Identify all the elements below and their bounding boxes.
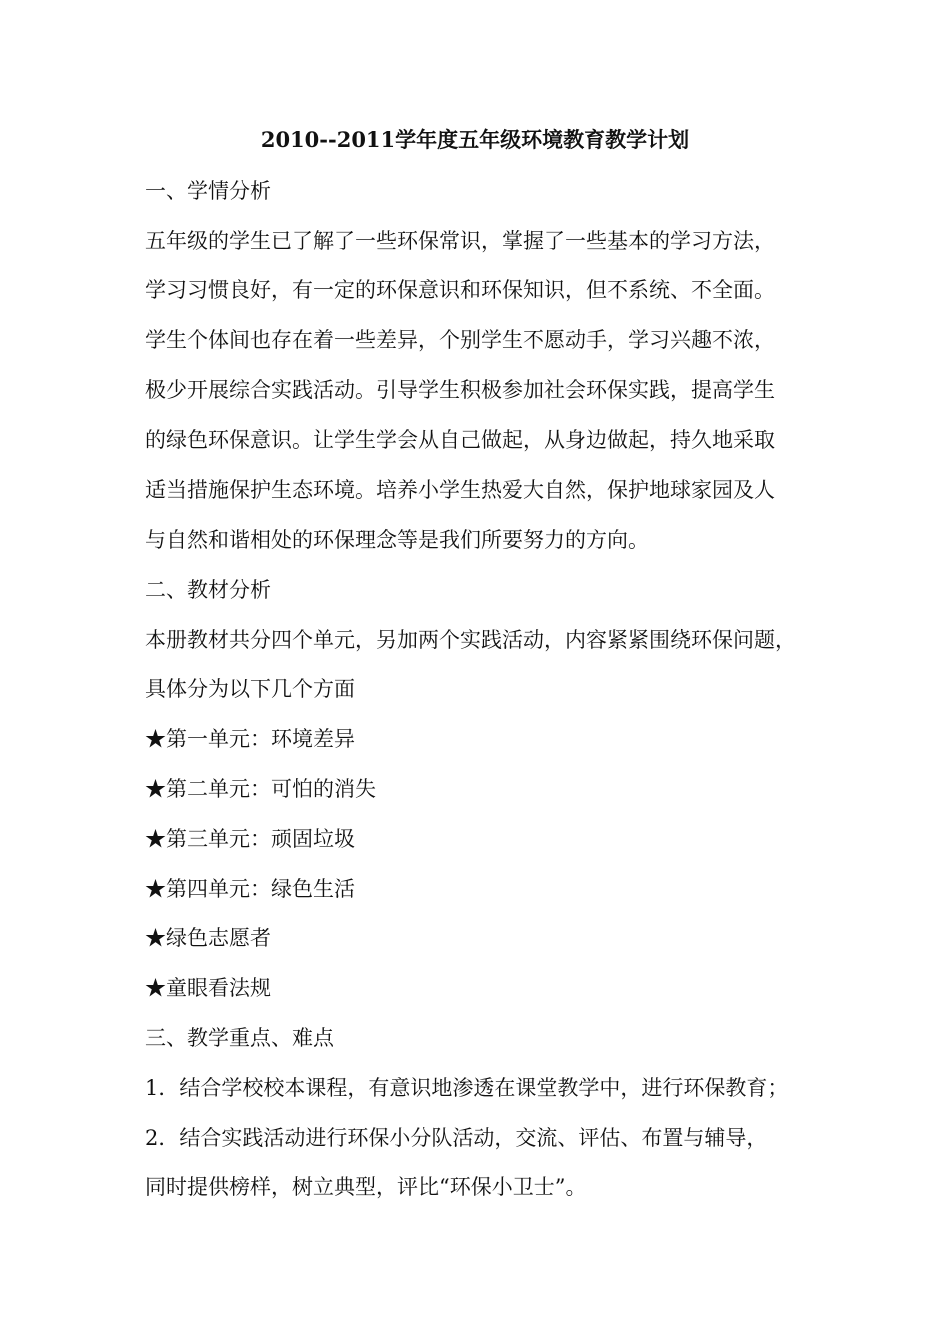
unit-list-item: ★第三单元：顽固垃圾 (145, 827, 355, 851)
paragraph-line: 2．结合实践活动进行环保小分队活动，交流、评估、布置与辅导， (145, 1126, 768, 1150)
paragraph-line: 1．结合学校校本课程，有意识地渗透在课堂教学中，进行环保教育； (145, 1076, 789, 1100)
paragraph-line: 同时提供榜样，树立典型，评比“环保小卫士”。 (145, 1175, 587, 1199)
paragraph-line: 五年级的学生已了解了一些环保常识，掌握了一些基本的学习方法， (145, 229, 775, 253)
section-heading-key-points: 三、教学重点、难点 (145, 1026, 334, 1050)
section-heading-student-analysis: 一、学情分析 (145, 179, 271, 203)
document-title: 2010--2011学年度五年级环境教育教学计划 (260, 127, 690, 152)
section-heading-textbook-analysis: 二、教材分析 (145, 578, 271, 602)
unit-list-item: ★绿色志愿者 (145, 926, 271, 950)
paragraph-line: 具体分为以下几个方面 (145, 677, 355, 701)
unit-list-item: ★第四单元：绿色生活 (145, 877, 355, 901)
paragraph-line: 极少开展综合实践活动。引导学生积极参加社会环保实践，提高学生 (145, 378, 775, 402)
unit-list-item: ★第二单元：可怕的消失 (145, 777, 376, 801)
paragraph-line: 本册教材共分四个单元，另加两个实践活动，内容紧紧围绕环保问题， (145, 628, 796, 652)
paragraph-line: 学生个体间也存在着一些差异，个别学生不愿动手，学习兴趣不浓， (145, 328, 775, 352)
unit-list-item: ★童眼看法规 (145, 976, 271, 1000)
paragraph-line: 适当措施保护生态环境。培养小学生热爱大自然，保护地球家园及人 (145, 478, 775, 502)
paragraph-line: 与自然和谐相处的环保理念等是我们所要努力的方向。 (145, 528, 649, 552)
unit-list-item: ★第一单元：环境差异 (145, 727, 355, 751)
paragraph-line: 的绿色环保意识。让学生学会从自己做起，从身边做起，持久地采取 (145, 428, 775, 452)
paragraph-line: 学习习惯良好，有一定的环保意识和环保知识，但不系统、不全面。 (145, 278, 775, 302)
